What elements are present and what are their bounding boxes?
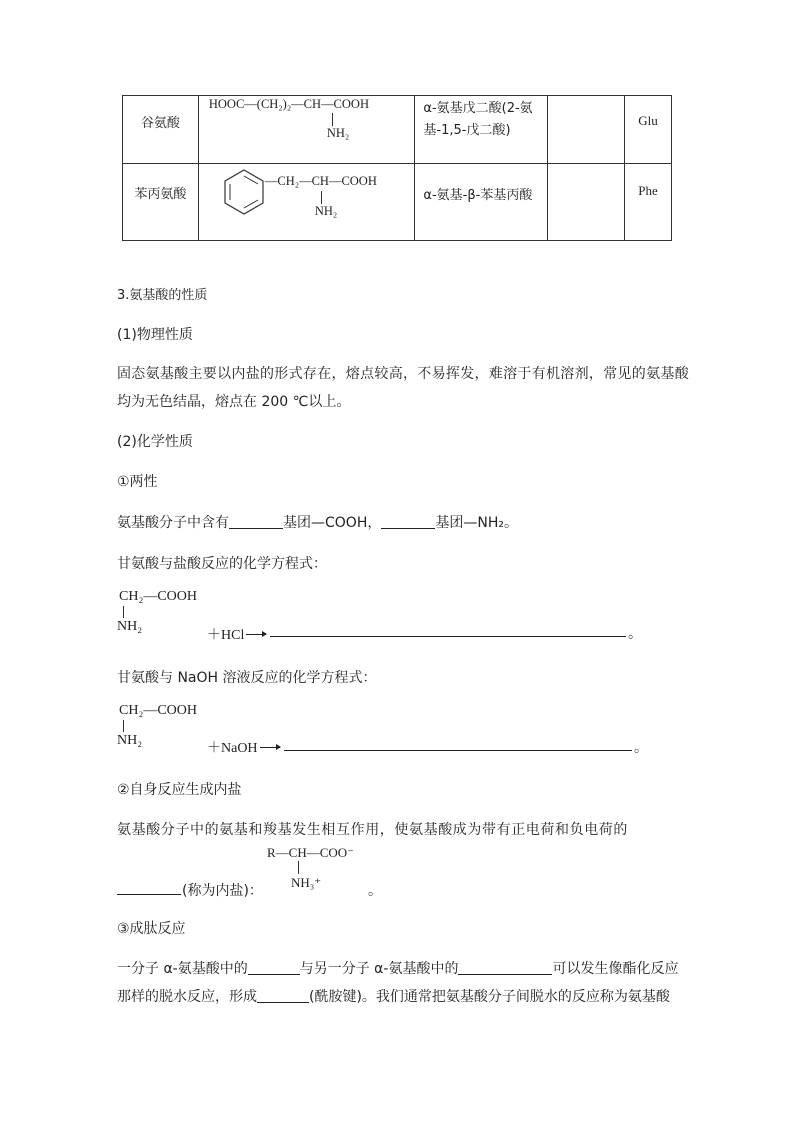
naoh-intro: 甘氨酸与 NaOH 溶液反应的化学方程式：: [117, 670, 377, 686]
bond-line: [298, 861, 299, 874]
inner-salt-top: R—CH—COO⁻: [267, 845, 355, 860]
section-title: 3.氨基酸的性质: [117, 288, 208, 303]
answer-blank[interactable]: [257, 988, 309, 1003]
bond-line: [123, 606, 124, 618]
abbr-cell: [625, 164, 672, 241]
peptide-text-line: [117, 958, 678, 978]
hcl-reagent: [207, 624, 266, 644]
text: 与另一分子 α-氨基酸中的: [299, 961, 459, 977]
empty-cell: [548, 164, 625, 241]
text: 一分子 α-氨基酸中的: [117, 961, 248, 977]
end-mark: 。: [634, 741, 648, 756]
structure-cell: [198, 164, 415, 241]
arrow-icon: [260, 747, 280, 748]
iupac-line: 基-1,5-戊二酸): [423, 123, 511, 138]
bond-line: [332, 113, 333, 126]
glu-structure-sub: NH₂: [326, 126, 350, 140]
inner-salt-bottom: NH₃⁺: [291, 875, 322, 890]
glycine-top: CH₂—COOH: [119, 589, 197, 604]
amino-acid-name: 谷氨酸: [140, 116, 180, 131]
peptide-title: ③成肽反应: [117, 921, 186, 937]
answer-blank[interactable]: [270, 622, 626, 637]
answer-blank[interactable]: [284, 736, 632, 751]
text: (酰胺键)。我们通常把氨基酸分子间脱水的反应称为氨基酸: [309, 989, 670, 1005]
iupac-line: α-氨基-β-苯基丙酸: [423, 188, 533, 203]
hcl-equation: [117, 589, 677, 643]
naoh-equation: [117, 703, 677, 756]
physical-text-line: 均为无色结晶，熔点在 200 ℃以上。: [117, 394, 351, 410]
reagent-text: ＋HCl: [207, 628, 245, 643]
bond-line: [123, 720, 124, 732]
amino-acid-abbr: Glu: [638, 113, 658, 128]
amino-acid-table: [122, 95, 672, 241]
naoh-reagent: [207, 737, 280, 757]
text: 氨基酸分子中含有: [117, 515, 229, 531]
amino-acid-name: 苯丙氨酸: [134, 187, 187, 202]
text: 可以发生像酯化反应: [552, 961, 679, 977]
inner-salt-text-line: 氨基酸分子中的氨基和羧基发生相互作用，使氨基酸成为带有正电荷和负电荷的: [117, 822, 628, 838]
answer-blank[interactable]: [248, 960, 300, 975]
amphoteric-question: [117, 512, 518, 532]
physical-text-line: 固态氨基酸主要以内盐的形式存在，熔点较高，不易挥发，难溶于有机溶剂，常见的氨基酸: [117, 366, 689, 382]
glycine-top: CH₂—COOH: [119, 703, 197, 718]
answer-blank[interactable]: [458, 960, 552, 975]
arrow-icon: [246, 634, 266, 635]
end-mark: 。: [628, 627, 642, 642]
end-mark: 。: [368, 883, 382, 899]
chemical-properties-title: (2)化学性质: [117, 434, 193, 450]
amino-acid-abbr: Phe: [638, 183, 658, 198]
iupac-line: α-氨基戊二酸(2-氨: [423, 101, 533, 116]
phe-structure: [199, 164, 415, 239]
glycine-bottom: NH₂: [117, 619, 143, 634]
table-row-glu: [123, 96, 672, 164]
iupac-cell: [415, 96, 548, 164]
phe-structure-main: —CH₂—CH—COOH: [264, 174, 377, 188]
bond-line: [321, 191, 322, 204]
empty-cell: [548, 96, 625, 164]
table-row-phe: [123, 164, 672, 241]
iupac-cell: [415, 164, 548, 241]
glu-structure-main: HOOC—(CH₂)₂—CH—COOH: [208, 97, 369, 111]
structure-cell: [198, 96, 415, 164]
peptide-text-line: [117, 986, 670, 1006]
abbr-cell: [625, 96, 672, 164]
reagent-text: ＋NaOH: [207, 741, 258, 756]
glycine-bottom: NH₂: [117, 733, 143, 748]
amino-acid-name-cell: [123, 96, 199, 164]
amphoteric-title: ①两性: [117, 474, 158, 490]
answer-blank[interactable]: [229, 514, 283, 529]
answer-blank[interactable]: [381, 514, 435, 529]
hcl-intro: 甘氨酸与盐酸反应的化学方程式：: [117, 556, 327, 572]
benzene-ring-icon: [221, 168, 267, 216]
inner-salt-formula: [117, 844, 677, 899]
inner-salt-label: (称为内盐)：: [182, 883, 263, 899]
text: 那样的脱水反应，形成: [117, 989, 257, 1005]
glu-structure: [199, 96, 415, 162]
text: 基团—NH₂。: [435, 515, 518, 531]
inner-salt-title: ②自身反应生成内盐: [117, 782, 242, 798]
phe-structure-sub: NH₂: [314, 204, 338, 218]
answer-blank[interactable]: [117, 880, 181, 895]
physical-properties-title: (1)物理性质: [117, 327, 193, 343]
text: 基团—COOH，: [283, 515, 382, 531]
amino-acid-name-cell: [123, 164, 199, 241]
